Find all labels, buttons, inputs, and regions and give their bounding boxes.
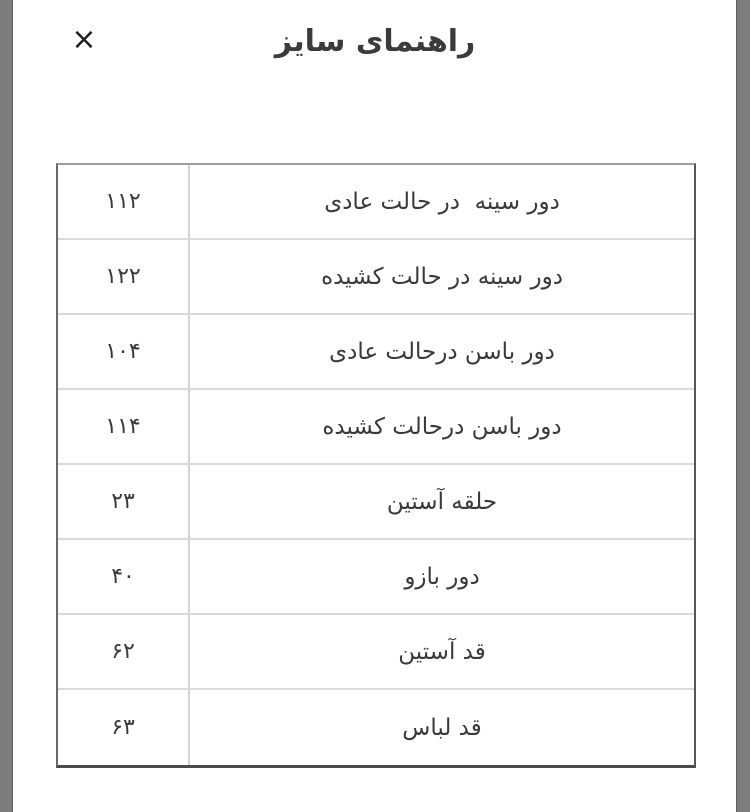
table-row bbox=[58, 240, 694, 315]
table-row bbox=[58, 465, 694, 540]
size-label-cell: دور بازو bbox=[188, 540, 694, 613]
size-value-cell: ۶۲ bbox=[111, 639, 135, 664]
backdrop-edge-left bbox=[0, 0, 13, 812]
table-row bbox=[58, 615, 694, 690]
size-label-cell: دور باسن درحالت کشیده bbox=[188, 390, 694, 463]
size-value-cell: ۲۳ bbox=[111, 489, 135, 514]
size-value-cell: ۱۱۲ bbox=[105, 189, 141, 214]
size-value-cell: ۴۰ bbox=[111, 564, 135, 589]
size-value-cell: ۱۲۲ bbox=[105, 264, 141, 289]
size-label-cell: دور سینه در حالت کشیده bbox=[188, 240, 694, 313]
table-row bbox=[58, 165, 694, 240]
size-label-cell: دور سینه در حالت عادی bbox=[188, 165, 694, 238]
backdrop-edge-right bbox=[736, 0, 750, 812]
table-row bbox=[58, 390, 694, 465]
table-row bbox=[58, 540, 694, 615]
modal-title: راهنمای سایز bbox=[274, 24, 476, 59]
size-table bbox=[56, 163, 696, 768]
size-label-cell: حلقه آستین bbox=[188, 465, 694, 538]
size-value-cell: ۱۰۴ bbox=[105, 339, 141, 364]
size-label-cell: قد آستین bbox=[188, 615, 694, 688]
size-label-cell: دور باسن درحالت عادی bbox=[188, 315, 694, 388]
table-row bbox=[58, 315, 694, 390]
size-label-cell: قد لباس bbox=[188, 690, 694, 765]
close-icon[interactable]: × bbox=[66, 22, 102, 58]
size-value-cell: ۶۳ bbox=[111, 715, 135, 740]
table-row bbox=[58, 690, 694, 765]
size-value-cell: ۱۱۴ bbox=[105, 414, 141, 439]
